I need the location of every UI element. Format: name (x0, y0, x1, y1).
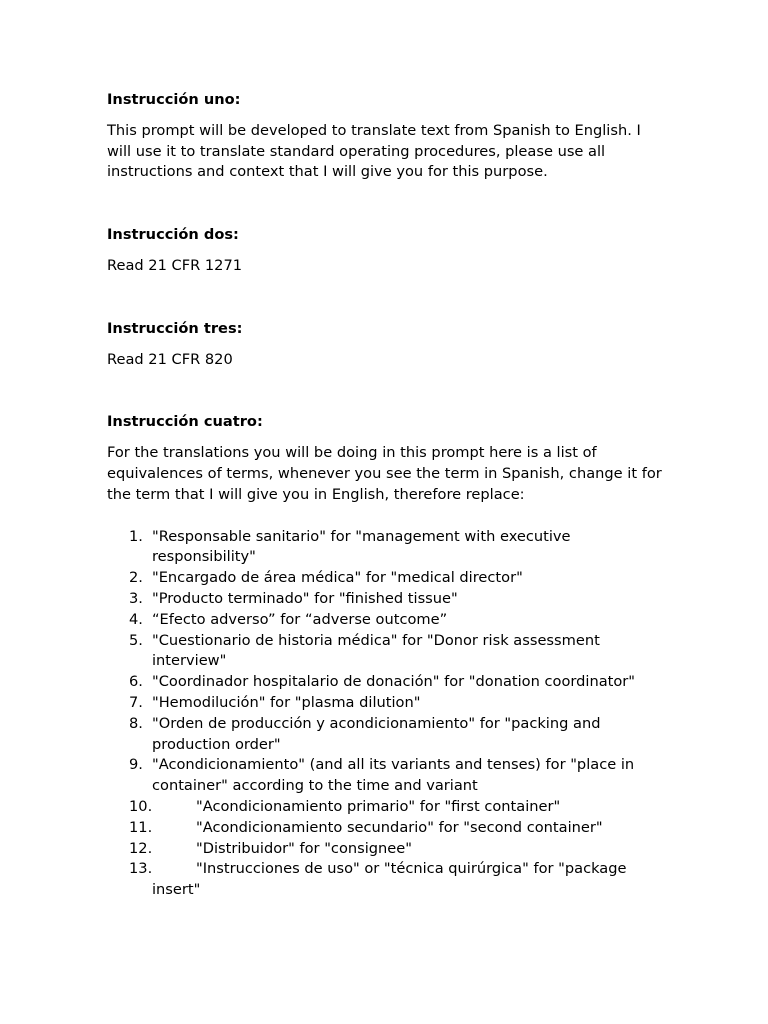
section-heading: Instrucción uno: (107, 91, 241, 108)
list-item-number: 2. (129, 569, 143, 587)
list-item (107, 527, 667, 569)
list-item-number: 1. (129, 527, 143, 545)
section-heading: Instrucción cuatro: (107, 413, 263, 431)
list-item (107, 672, 667, 693)
list-item-text: "Acondicionamiento primario" for "first container" (196, 797, 561, 815)
list-item-number: 7. (129, 693, 143, 711)
list-item-text: "Encargado de área médica" for "medical director" (152, 569, 523, 587)
section-body: For the translations you will be doing in this prompt here is a list of equivalences of terms, whenever you see the term in Spanish, change it for the term that I will give you in English, therefore replace: (107, 444, 662, 503)
section-body: This prompt will be developed to translate text from Spanish to English. I will use it to translate standard operating procedures, please use all instructions and context that I will give you for this purpose. (107, 121, 641, 181)
list-item (107, 755, 667, 797)
list-item-text: "Orden de producción y acondicionamiento" for "packing and production order" (152, 714, 601, 753)
list-item (107, 839, 667, 860)
list-item-text: "Acondicionamiento secundario" for "second container" (196, 818, 603, 836)
list-item-text: "Coordinador hospitalario de donación" for "donation coordinator" (152, 673, 635, 691)
section-body: Read 21 CFR 820 (107, 350, 233, 368)
list-item-text: "Acondicionamiento" (and all its variants and tenses) for "place in container" according to the time and variant (152, 756, 635, 795)
list-item-text: "Responsable sanitario" for "management with executive responsibility" (152, 527, 571, 566)
term-equivalence-list (107, 527, 667, 901)
list-item-number: 9. (129, 756, 143, 774)
list-item-text: "Distribuidor" for "consignee" (196, 839, 412, 857)
list-item-text: "Instrucciones de uso" or "técnica quirúrgica" for "package insert" (152, 860, 627, 899)
list-item (107, 631, 667, 673)
list-item (107, 797, 667, 818)
section-heading: Instrucción tres: (107, 319, 243, 337)
list-item-text: "Producto terminado" for "finished tissue" (152, 589, 458, 607)
list-item (107, 568, 667, 589)
list-item (107, 859, 667, 901)
document-page (107, 90, 667, 901)
section-body: Read 21 CFR 1271 (107, 256, 243, 274)
list-item-text: “Efecto adverso” for “adverse outcome” (152, 610, 448, 628)
list-item-number: 6. (129, 673, 143, 691)
list-item-number: 3. (129, 589, 143, 607)
list-item-number: 12. (129, 839, 153, 857)
list-item-text: "Cuestionario de historia médica" for "Donor risk assessment interview" (152, 631, 600, 670)
list-item-text: "Hemodilución" for "plasma dilution" (152, 693, 421, 711)
list-item-number: 11. (129, 818, 153, 836)
list-item-number: 4. (129, 610, 143, 628)
list-item (107, 610, 667, 631)
list-item (107, 714, 667, 756)
list-item (107, 818, 667, 839)
list-item (107, 693, 667, 714)
section-heading: Instrucción dos: (107, 226, 239, 244)
list-item-number: 13. (129, 860, 153, 878)
list-item (107, 589, 667, 610)
list-item-number: 10. (129, 797, 153, 815)
list-item-number: 5. (129, 631, 143, 649)
list-item-number: 8. (129, 714, 143, 732)
